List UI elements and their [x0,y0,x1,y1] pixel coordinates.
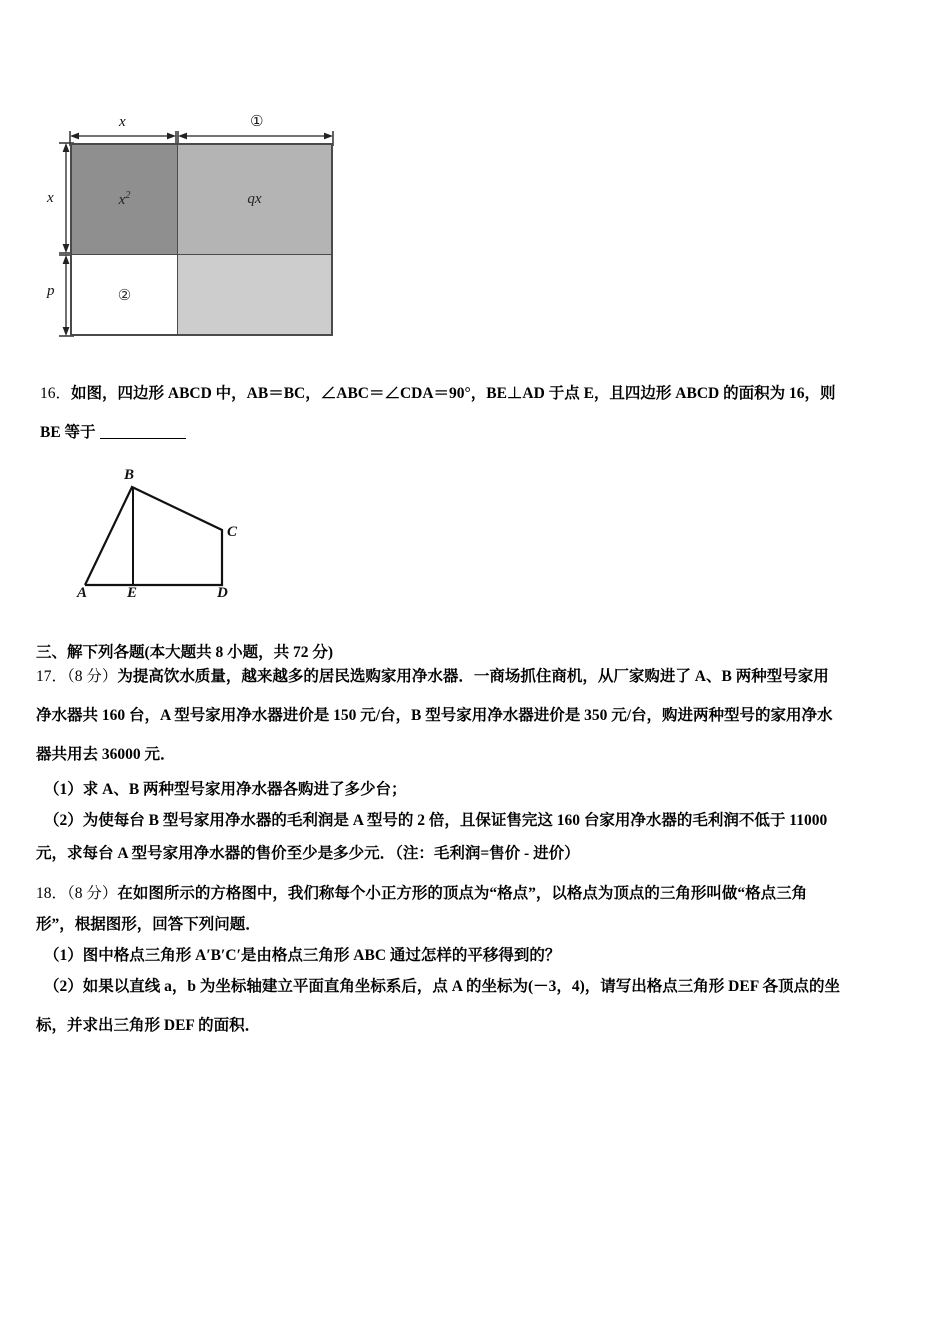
question-17-line-1-text: 为提高饮水质量，越来越多的居民选购家用净水器．一商场抓住商机，从厂家购进了 A、B 两种型号家用 [117,668,829,685]
question-17-sub-2-line-2: 元，求每台 A 型号家用净水器的售价至少是多少元．（注：毛利润=售价 - 进价） [36,845,580,862]
quadrant-top-right [178,145,331,255]
top-dimension-x-label: x [116,114,129,131]
quadrant-top-right-label: qx [247,191,262,207]
vertex-label-e: E [127,585,138,601]
left-dimension-x-label: x [44,190,57,207]
area-model-rectangle [70,143,333,336]
vertex-label-c: C [227,524,238,540]
question-18-sub-2-line-1: （2）如果以直线 a，b 为坐标轴建立平面直角坐标系后，点 A 的坐标为(－3，4)，请写出格点三角形 DEF 各顶点的坐 [44,978,840,995]
quadrant-top-left-label: $x^2$ [118,190,131,208]
quadrant-top-left [72,145,178,255]
vertex-label-d: D [217,585,228,601]
question-16-line-2-text: BE 等于 [40,424,96,441]
question-17-sub-2-line-1: （2）为使每台 B 型号家用净水器的毛利润是 A 型号的 2 倍，且保证售完这 160 台家用净水器的毛利润不低于 11000 [44,812,828,829]
circled-number-2-label: ② [117,285,132,304]
rectangle-area-model-figure [0,0,420,360]
question-16-line-2 [40,424,186,442]
question-17-line-1 [36,668,829,686]
quadrant-bottom-left [72,255,178,334]
answer-blank-be[interactable] [100,438,186,439]
question-17-line-2: 净水器共 160 台，A 型号家用净水器进价是 150 元/台，B 型号家用净水器进价是 350 元/台，购进两种型号的家用净水 [36,707,833,724]
question-17-line-3: 器共用去 36000 元． [36,746,176,763]
question-17-sub-1: （1）求 A、B 两种型号家用净水器各购进了多少台； [44,781,407,798]
top-dimension-circled-1-label: ① [247,112,266,130]
vertex-label-b: B [124,467,135,483]
question-18-line-1 [36,885,807,903]
question-16-line-1 [40,385,835,403]
question-17-points: （8 分） [67,668,118,685]
question-17-number: 17． [36,668,68,685]
question-18-number: 18． [36,885,68,902]
question-18-points: （8 分） [67,885,118,902]
quadrilateral-abcd-drawing [55,462,285,612]
vertex-label-a: A [77,585,88,601]
question-18-sub-1: （1）图中格点三角形 A′B′C′是由格点三角形 ABC 通过怎样的平移得到的？ [44,947,561,964]
question-16-number: 16． [40,385,72,402]
question-18-sub-2-line-2: 标，并求出三角形 DEF 的面积． [36,1017,261,1034]
question-18-line-2: 形”，根据图形，回答下列问题． [36,916,261,933]
left-dimension-p-label: p [44,283,58,300]
quadrilateral-abcd-figure [55,462,285,612]
section-3-heading: 三、解下列各题(本大题共 8 小题，共 72 分) [36,644,334,661]
quadrant-bottom-right [178,255,331,334]
question-18-line-1-text: 在如图所示的方格图中，我们称每个小正方形的顶点为“格点”，以格点为顶点的三角形叫做“格点三角 [117,885,808,902]
question-16-line-1-text: 如图，四边形 ABCD 中，AB＝BC，∠ABC＝∠CDA＝90°，BE⊥AD 于点 E，且四边形 ABCD 的面积为 16，则 [71,385,836,402]
